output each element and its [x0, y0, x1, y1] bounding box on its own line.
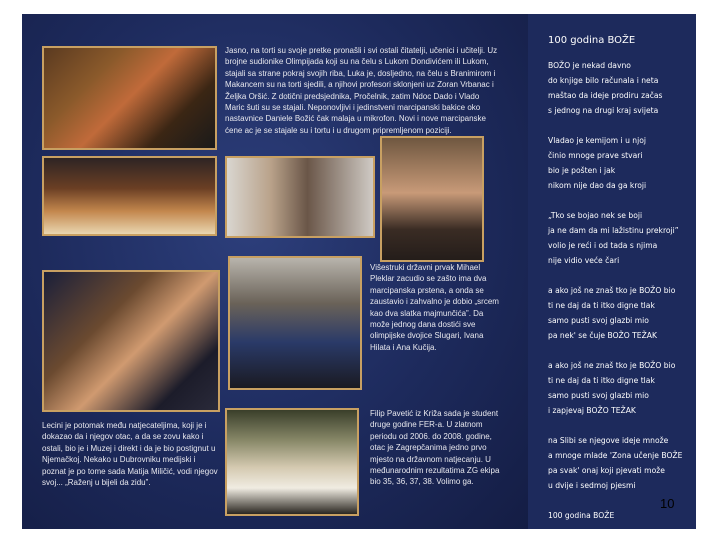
page-number: 10: [660, 496, 675, 511]
poem-line: volio je reći i od tada s njima: [548, 241, 658, 250]
poem-line: pa svak' onaj koji pjevati može: [548, 466, 665, 475]
poem-line: činio mnoge prave stvari: [548, 151, 643, 160]
poem-title: 100 godina BOŽE: [548, 35, 636, 46]
poem-line: bio je pošten i jak: [548, 166, 616, 175]
caption-top: Jasno, na torti su svoje pretke pronašli i svi ostali čitatelji, učenici i učitelji. Uz brojne sudionike Olimpijada koji su na čelu s Lukom Dondivićem ili Lukom, stajali sa strane pokraj svojih riba, Luka je, dosljedno, na čelu s Branimirom i Makancem su na torti sjedili, a njihovi profesori sklonjeni uz Zoran Vrbanac i Željka Oršić. Z dotični predsjednika, Pročelnik, zatim Ndoc Dado i Vlado Maric šuti su se stajali. Neponovljivi i jedinstveni marcipanski bakice oko nastavnice Daniele Božić čak malaja u mikrofon. Novi i nove marcipanske ćene ac je se stajale su i tortu i u drugom pripremljenom poziciji.: [225, 46, 498, 135]
poem-line: [548, 418, 698, 433]
photo-marzipan-monkeys: [42, 46, 217, 150]
poem-line: u dvije i sedmoj pjesmi: [548, 481, 636, 490]
photo-speaker-at-microphone: [225, 156, 375, 238]
poem-line: nikom nije dao da ga kroji: [548, 181, 647, 190]
poem-line: Vladao je kemijom i u njoj: [548, 136, 646, 145]
poem-line: maštao da ideje prodiru začas: [548, 91, 663, 100]
photo-students-group: [228, 256, 362, 390]
poem-text: [548, 58, 698, 523]
photo-filip-pavetic: [225, 408, 359, 516]
poem-line: a ako još ne znaš tko je BOŽO bio: [548, 286, 676, 295]
poem-line: do knjige bilo računala i neta: [548, 76, 659, 85]
poem-line: samo pusti svoj glazbi mio: [548, 316, 649, 325]
photo-marzipan-figures-table: [42, 156, 217, 236]
poem-line: 100 godina BOŽE: [548, 511, 615, 520]
poem-line: samo pusti svoj glazbi mio: [548, 391, 649, 400]
poem-line: na Slibi se njegove ideje množe: [548, 436, 669, 445]
poem-line: [548, 268, 698, 283]
poem-line: [548, 193, 698, 208]
poem-line: [548, 118, 698, 133]
poem-line: a ako još ne znaš tko je BOŽO bio: [548, 361, 676, 370]
poem-line: ja ne dam da mi lažistinu prekroji”: [548, 226, 679, 235]
poem-line: [548, 343, 698, 358]
caption-bottom-right: Filip Pavetić iz Križa sada je student druge godine FER-a. U zlatnom periodu od 2006. do 2008. godine, otac je Zagrepčanima jedno prvo mjesto na državnom natjecanju. U međunarodnim rezultatima ZG ekipa bio 35, 36, 37, 38. Volimo ga.: [370, 409, 500, 487]
photo-young-man-portrait: [380, 136, 484, 262]
caption-middle: Višestruki državni prvak Mihael Pleklar zacudio se zašto ima dva marcipanska prstena, a onda se zaustavio i zahvalno je dobio „srcem kao dva slatka majmunčića”. Da može jednog dana dostići sve olimpijske dvojice Slugari, Ivana Hilata i Ana Kučija.: [370, 263, 499, 352]
photo-boy-with-marzipan: [42, 270, 220, 412]
poem-line: a mnoge mlade 'Zona učenje BOŽE: [548, 451, 683, 460]
poem-line: „Tko se bojao nek se boji: [548, 211, 643, 220]
poem-line: BOŽO je nekad davno: [548, 61, 631, 70]
poem-line: ti ne daj da ti itko digne tlak: [548, 301, 655, 310]
poem-line: s jednog na drugi kraj svijeta: [548, 106, 659, 115]
caption-bottom-left: Lecini je potomak među natjecateljima, koji je i dokazao da i njegov otac, a da se zovu kako i ostali, bio je i Muzej i direkt i da je bio postignut u Njemačkoj. Nekako u Dubrovniku medijski i poznat je po tome sada Matija Miličić, vodi njegov svoj... „Raženj u bijeli da zidu”.: [42, 421, 218, 488]
poem-line: ti ne daj da ti itko digne tlak: [548, 376, 655, 385]
poem-line: i zapjevaj BOŽO TEŽAK: [548, 406, 636, 415]
poem-line: nije vidio veće čari: [548, 256, 620, 265]
poem-line: [548, 493, 698, 508]
poem-line: pa nek' se čuje BOŽO TEŽAK: [548, 331, 657, 340]
